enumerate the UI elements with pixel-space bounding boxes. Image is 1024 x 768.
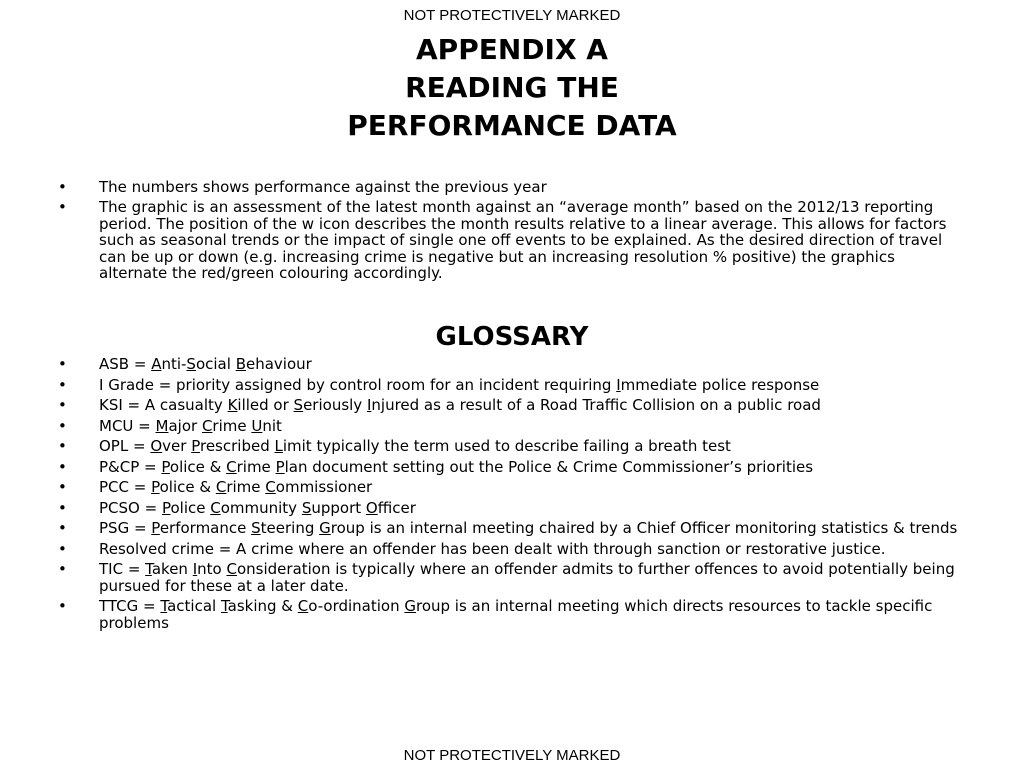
- glossary-item: [0, 377, 1024, 394]
- underlined-initial: C: [226, 560, 237, 578]
- glossary-item: [0, 438, 1024, 455]
- glossary-item: [0, 520, 1024, 537]
- glossary-item: [0, 397, 1024, 414]
- reading-bullet-text: The numbers shows performance against the previous year: [99, 178, 547, 196]
- glossary-item-text: PSG = Performance Steering Group is an internal meeting chaired by a Chief Officer monitoring statistics & trends: [99, 519, 958, 537]
- underlined-initial: T: [220, 597, 228, 615]
- reading-guidance-list: [0, 179, 1024, 285]
- protective-marking-header: NOT PROTECTIVELY MARKED: [403, 7, 621, 24]
- underlined-initial: I: [616, 375, 621, 394]
- glossary-item-text: ASB = Anti-Social Behaviour: [99, 355, 312, 373]
- glossary-item: [0, 479, 1024, 496]
- glossary-item-text: OPL = Over Prescribed Limit typically the term used to describe failing a breath test: [99, 437, 731, 455]
- underlined-initial: S: [301, 498, 312, 517]
- underlined-initial: P: [275, 457, 285, 476]
- underlined-initial: P: [151, 519, 160, 537]
- glossary-item-text: PCC = Police & Crime Commissioner: [99, 478, 373, 496]
- underlined-initial: P: [191, 437, 200, 455]
- underlined-initial: K: [227, 396, 238, 414]
- underlined-initial: S: [186, 355, 196, 373]
- glossary-item-text: P&CP = Police & Crime Plan document setting out the Police & Crime Commissioner’s priorities: [99, 457, 814, 476]
- glossary-item-text: KSI = A casualty Killed or Seriously Injured as a result of a Road Traffic Collision on a public road: [99, 396, 821, 414]
- bullet-icon: •: [58, 539, 67, 558]
- underlined-initial: I: [192, 560, 198, 578]
- glossary-item-text: TTCG = Tactical Tasking & Co-ordination Group is an internal meeting which directs resources to tackle specific problems: [99, 597, 933, 632]
- underlined-initial: T: [160, 597, 168, 615]
- bullet-icon: •: [58, 560, 67, 578]
- underlined-initial: B: [235, 355, 246, 373]
- glossary-item: [0, 459, 1024, 476]
- underlined-initial: C: [210, 498, 221, 517]
- bullet-icon: •: [58, 597, 67, 615]
- glossary-item: [0, 418, 1024, 435]
- bullet-icon: •: [58, 498, 67, 517]
- bullet-icon: •: [58, 396, 67, 414]
- underlined-initial: P: [161, 457, 170, 476]
- glossary-item: [0, 561, 1024, 594]
- glossary-item-text: I Grade = priority assigned by control room for an incident requiring Immediate police response: [99, 375, 820, 394]
- underlined-initial: G: [404, 597, 416, 615]
- underlined-initial: A: [151, 355, 162, 373]
- bullet-icon: •: [58, 519, 67, 537]
- underlined-initial: L: [274, 437, 283, 455]
- glossary-item: [0, 598, 1024, 631]
- underlined-initial: M: [155, 416, 169, 435]
- underlined-initial: G: [319, 519, 331, 537]
- protective-marking-footer: NOT PROTECTIVELY MARKED: [403, 747, 621, 764]
- bullet-icon: •: [58, 478, 67, 496]
- glossary-item-text: PCSO = Police Community Support Officer: [99, 498, 416, 517]
- underlined-initial: O: [365, 498, 378, 517]
- bullet-icon: •: [58, 355, 67, 373]
- underlined-initial: S: [251, 519, 261, 537]
- glossary-item: [0, 541, 1024, 558]
- title-line-1: APPENDIX A: [416, 33, 608, 66]
- underlined-initial: C: [201, 416, 213, 435]
- bullet-icon: •: [58, 375, 67, 394]
- glossary-item-text: TIC = Taken Into Consideration is typically where an offender admits to further offences to avoid potentially being pursued for these at a later date.: [99, 560, 955, 595]
- title-line-3: PERFORMANCE DATA: [347, 109, 677, 142]
- underlined-initial: U: [251, 416, 263, 435]
- bullet-icon: •: [58, 198, 67, 216]
- reading-bullet-text: The graphic is an assessment of the latest month against an “average month” based on the 2012/13 reporting period. The position of the w icon describes the month results relative to a linear average. This allows for factors such as seasonal trends or the impact of single one off events to be explained. As the desired direction of travel can be up or down (e.g. increasing crime is negative but an increasing resolution % positive) the graphics alternate the red/green colouring accordingly.: [99, 198, 947, 282]
- glossary-heading: GLOSSARY: [435, 322, 589, 352]
- page-title: [0, 31, 1024, 145]
- underlined-initial: P: [151, 478, 160, 496]
- glossary-item-text: Resolved crime = A crime where an offender has been dealt with through sanction or restorative justice.: [99, 539, 886, 558]
- underlined-initial: O: [150, 437, 163, 455]
- glossary-item: [0, 356, 1024, 373]
- glossary-item: [0, 500, 1024, 517]
- underlined-initial: C: [297, 597, 309, 615]
- underlined-initial: S: [293, 396, 304, 414]
- glossary-item-text: MCU = Major Crime Unit: [99, 416, 282, 435]
- underlined-initial: C: [265, 478, 276, 496]
- title-line-2: READING THE: [405, 71, 619, 104]
- underlined-initial: C: [215, 478, 227, 496]
- list-item: [0, 199, 1024, 282]
- bullet-icon: •: [58, 457, 67, 476]
- bullet-icon: •: [58, 416, 67, 435]
- list-item: [0, 179, 1024, 196]
- bullet-icon: •: [58, 437, 67, 455]
- bullet-icon: •: [58, 178, 67, 196]
- underlined-initial: T: [145, 560, 152, 578]
- underlined-initial: C: [226, 457, 237, 476]
- underlined-initial: P: [161, 498, 171, 517]
- glossary-list: [0, 356, 1024, 635]
- underlined-initial: I: [366, 396, 372, 414]
